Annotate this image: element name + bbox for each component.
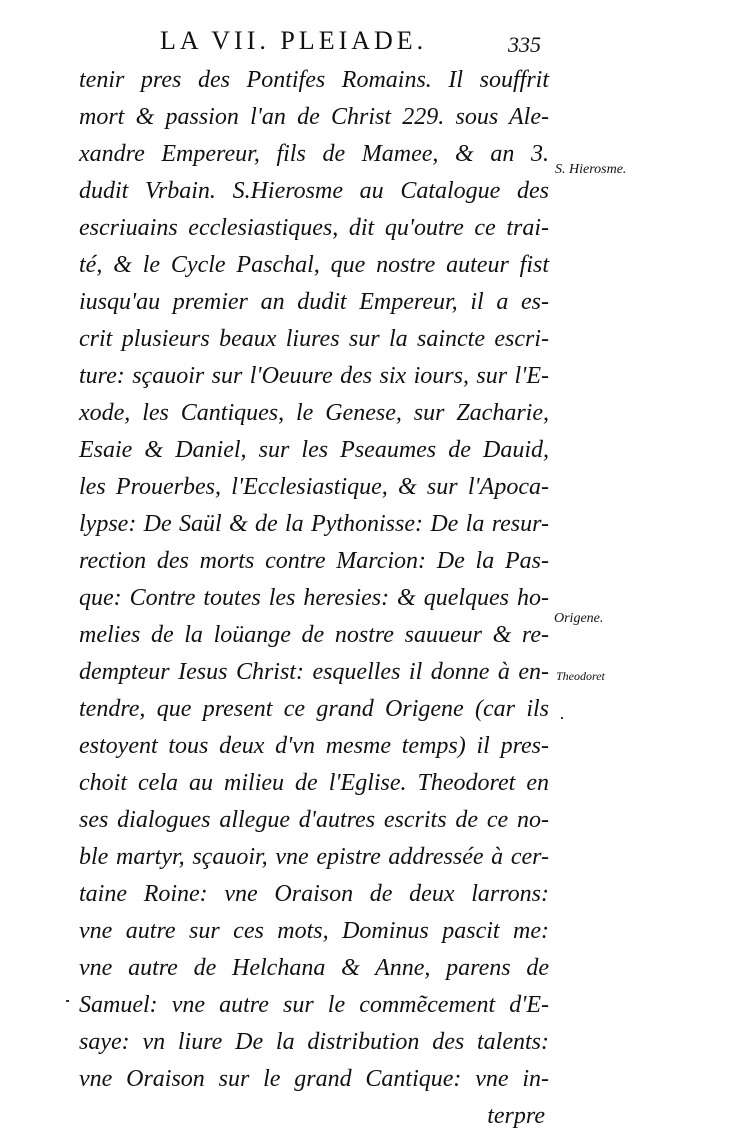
page-number: 335 bbox=[508, 32, 541, 57]
body-text bbox=[79, 62, 549, 1135]
ink-speck bbox=[561, 717, 563, 719]
text-line: iusqu'au premier an dudit Empereur, il a es- bbox=[79, 289, 549, 315]
text-line: vne Oraison sur le grand Cantique: vne in- bbox=[79, 1066, 549, 1092]
text-line: lypse: De Saül & de la Pythonisse: De la resur- bbox=[79, 511, 549, 537]
ink-speck bbox=[66, 1000, 69, 1002]
text-line: crit plusieurs beaux liures sur la saincte escri- bbox=[79, 326, 549, 352]
text-line: dempteur Iesus Christ: esquelles il donne à en- bbox=[79, 659, 549, 685]
margin-note-origene: Origene. bbox=[554, 611, 604, 626]
running-head: LA VII. PLEIADE. bbox=[160, 26, 428, 55]
text-line: xode, les Cantiques, le Genese, sur Zacharie, bbox=[79, 400, 549, 426]
text-line: escriuains ecclesiastiques, dit qu'outre ce trai- bbox=[79, 215, 549, 241]
text-line: rection des morts contre Marcion: De la Pas- bbox=[79, 548, 549, 574]
text-line: ble martyr, sçauoir, vne epistre addressée à cer- bbox=[79, 844, 549, 870]
text-line: taine Roine: vne Oraison de deux larrons: bbox=[79, 881, 549, 907]
text-line: ses dialogues allegue d'autres escrits de ce no- bbox=[79, 807, 549, 833]
text-line: mort & passion l'an de Christ 229. sous Ale- bbox=[79, 104, 549, 130]
text-line: choit cela au milieu de l'Eglise. Theodoret en bbox=[79, 770, 549, 796]
text-line: Esaie & Daniel, sur les Pseaumes de Dauid, bbox=[79, 437, 549, 463]
text-line: les Prouerbes, l'Ecclesiastique, & sur l'Apoca- bbox=[79, 474, 549, 500]
text-line: estoyent tous deux d'vn mesme temps) il pres- bbox=[79, 733, 549, 759]
text-line: vne autre de Helchana & Anne, parens de bbox=[79, 955, 549, 981]
text-line: vne autre sur ces mots, Dominus pascit me: bbox=[79, 918, 549, 944]
text-line: xandre Empereur, fils de Mamee, & an 3. bbox=[79, 141, 549, 167]
text-line: ture: sçauoir sur l'Oeuure des six iours, sur l'E- bbox=[79, 363, 549, 389]
margin-note-hierosme: S. Hierosme. bbox=[555, 162, 627, 177]
text-line: que: Contre toutes les heresies: & quelques ho- bbox=[79, 585, 549, 611]
text-line: Samuel: vne autre sur le commẽcement d'E- bbox=[79, 992, 549, 1018]
text-line: melies de la loüange de nostre sauueur & re- bbox=[79, 622, 549, 648]
text-line: tendre, que present ce grand Origene (car ils bbox=[79, 696, 549, 722]
text-line: té, & le Cycle Paschal, que nostre auteur fist bbox=[79, 252, 549, 278]
text-line: dudit Vrbain. S.Hierosme au Catalogue des bbox=[79, 178, 549, 204]
text-line: saye: vn liure De la distribution des talents: bbox=[79, 1029, 549, 1055]
margin-note-theodoret: Theodoret bbox=[556, 669, 605, 683]
catchword: terpre bbox=[487, 1103, 545, 1129]
text-line: tenir pres des Pontifes Romains. Il souffrit bbox=[79, 67, 549, 93]
